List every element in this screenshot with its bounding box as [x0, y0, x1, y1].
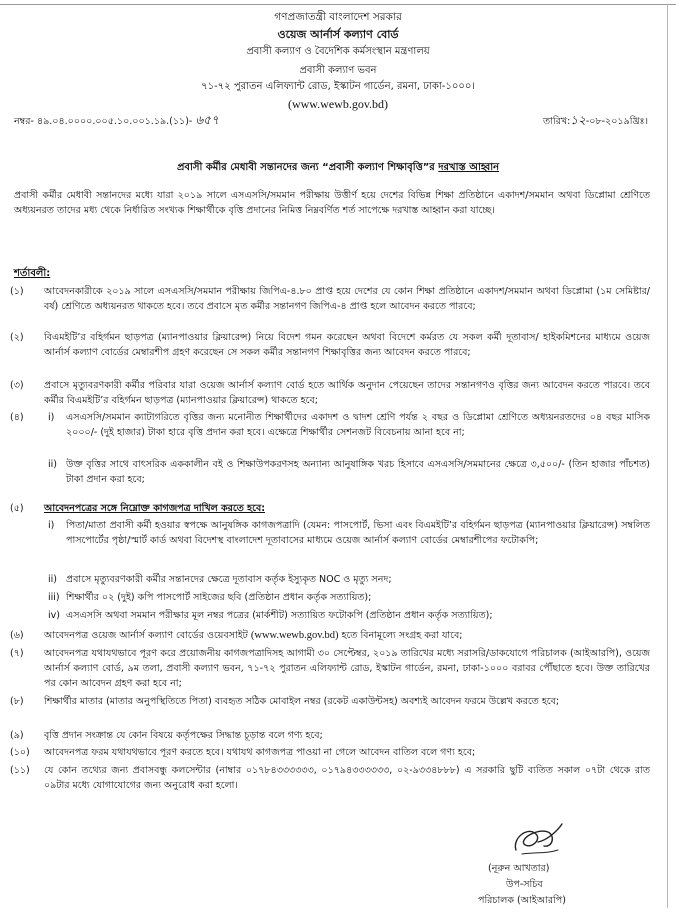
sub-text: এসএসসি অথবা সমমান পরীক্ষার মূল নম্বর পত্রের (মার্কশীট) সত্যায়িত ফটোকপি (প্রতিষ্ঠান প্রধান কর্তৃক সত্যায়িত); [66, 610, 493, 621]
condition-number: (৬) [10, 630, 24, 641]
subject-underlined: দরখাস্ত আহ্বান [438, 162, 500, 173]
sub-number: iv) [48, 610, 60, 621]
condition-text: প্রবাসে মৃত্যুবরণকারী কর্মীর পরিবার যারা ওয়েজ আর্নার্স কল্যাণ বোর্ড হতে আর্থিক অনুদান পেয়েছেন তাদের সন্তানগণও বৃত্তির জন্য আবেদন করতে পারবে। তবে কর্মীর বিএমইটি’র বহির্গমন ছাড়পত্র (ম্যানপাওয়ার ক্লিয়ারেন্স) থাকতে হবে; [44, 380, 650, 406]
sub-text: প্রবাসে মৃত্যুবরণকারী কর্মীর সন্তানদের ক্ষেত্রে দূতাবাস কর্তৃক ইস্যুকৃত NOC ও মৃত্যু সনদ; [66, 574, 392, 585]
condition-number: (৩) [10, 380, 24, 391]
sub-text: শিক্ষার্থীর ০২ (দুই) কপি পাসপোর্ট সাইজের ছবি (প্রতিষ্ঠান প্রধান কর্তৃক সত্যায়িত); [66, 592, 372, 603]
date-rest: -০৮-২০১৯খ্রিঃ। [585, 116, 648, 127]
sub-text: পিতা/মাতা প্রবাসী কর্মী হওয়ার স্বপক্ষে আনুষঙ্গিক কাগজপত্রাদি (যেমন: পাসপোর্ট, ভিসা এবং বিএমইটি’র বহির্গমন ছাড়পত্র (ম্যানপাওয়ার ক্লিয়ারেন্স) সম্বলিত পাসপোর্টের পৃষ্ঠা/স্মার্ট কার্ড অথবা বিদেশস্থ বাংলাদেশ দূতাবাসের মাধ্যমে ওয়েজ আর্নার্স কল্যাণ বোর্ডের মেম্বারশীপের ফটোকপি; [66, 520, 650, 546]
memo-date [543, 112, 648, 132]
subject-prefix: প্রবাসী কর্মীর মেধাবী সন্তানদের জন্য “প্রবাসী কল্যাণ শিক্ষাবৃত্তি”র [176, 162, 435, 173]
signatory-name: (নূরুন আখতার) [488, 863, 550, 874]
condition-text: আবেদনপত্র ফরম যথাযথভাবে পূরণ করতে হবে। যথাযথ কাগজপত্র পাওয়া না গেলে আবেদন বাতিল বলে গণ্য হবে; [44, 747, 476, 758]
memo-handwritten-number: ৬৫৭ [195, 113, 219, 127]
condition-number: (১১) [10, 765, 30, 776]
condition-5-heading-wrap [44, 501, 650, 516]
sub-number: ii) [48, 574, 57, 585]
signatory-designation: উপ-সচিব [506, 879, 543, 890]
memo-number-label: নম্বর- ৪৯.০৪.০০০০.০০৫.১০.০০১.১৯.(১১)- [14, 116, 193, 127]
header-ministry: প্রবাসী কল্যাণ ও বৈদেশিক কর্মসংস্থান মন্ত্রণালয় [246, 46, 430, 57]
sub-number: i) [48, 520, 55, 531]
notice-subject [0, 160, 676, 177]
condition-text: আবেদনপত্রের সঙ্গে নিম্নোক্ত কাগজপত্র দাখিল করতে হবে: [44, 503, 266, 514]
condition-text: শিক্ষার্থীর মাতার (মাতার অনুপস্থিতিতে পিতা) ব্যবহৃত সঠিক মোবাইল নম্বর (রকেট একাউন্টসহ) অবশ্যই আবেদন ফরমে উল্লেখ করতে হবে; [44, 696, 560, 707]
sub-text: এসএসসি/সমমান ক্যাটাগরিতে বৃত্তির জন্য মনোনীত শিক্ষার্থীদের একাদশ ও দ্বাদশ শ্রেণি পর্যন্ত ২ বছর ও ডিপ্লোমা শ্রেণিতে অধ্যয়নরতদের ০৪ বছর মাসিক ২০০০/- (দুই হাজার) টাকা হারে বৃত্তি প্রদান করা হবে। এক্ষেত্রে শিক্ষার্থীর সেশনজট বিবেচনায় আনা হবে না; [66, 412, 650, 438]
website-link[interactable]: (www.wewb.gov.bd) [250, 630, 339, 641]
signatory-office: পরিচালক (আইআরপি) [478, 895, 566, 906]
header-board-name: ওয়েজ আর্নার্স কল্যাণ বোর্ড [277, 28, 399, 41]
condition-text: যে কোন তথ্যের জন্য প্রবাসবন্ধু কলসেন্টার (নাম্বার ০১৭৮৪৩৩৩৩৩৩, ০১৭৯৪৩৩৩৩৩৩, ০২-৯৩৩৪৮৮৮) এ সরকারি ছুটি ব্যতিত সকাল ০৭টা থেকে রাত ০৯টার মধ্যে যোগাযোগের জন্য অনুরোধ করা হলো। [44, 765, 650, 791]
condition-number: (৭) [10, 648, 24, 659]
condition-text: বৃত্তি প্রদান সংক্রান্ত যে কোন বিষয়ে কর্তৃপক্ষের সিদ্ধান্ত চূড়ান্ত বলে গণ্য হবে; [44, 730, 323, 741]
sub-text: উক্ত বৃত্তির সাথে বাৎসরিক এককালীন বই ও শিক্ষাউপকরণসহ অন্যান্য আনুষাঙ্গিক খরচ হিসাবে এসএসসি/সমমানের ক্ষেত্রে ৩,৫০০/- (তিন হাজার পাঁচশত) টাকা প্রদান করা হবে; [66, 459, 650, 485]
condition-number: (২) [10, 332, 24, 343]
sub-number: iii) [48, 592, 60, 603]
condition-number: (১০) [10, 747, 30, 758]
condition-number: (৮) [10, 696, 24, 707]
condition-text: বিএমইটি’র বহির্গমন ছাড়পত্র (ম্যানপাওয়ার ক্লিয়ারেন্স) নিয়ে বিদেশ গমন করেছেন অথবা বিদেশে কর্মরত যে সকল কর্মী দূতাবাস/ হাইকমিশনের মাধ্যমে ওয়েজ আর্নার্স কল্যাণ বোর্ডের মেম্বারশীপ গ্রহণ করেছেন সে সকল কর্মীর সন্তানগণ শিক্ষাবৃত্তির জন্য আবেদন করতে পারবে; [44, 332, 650, 358]
date-handwritten-day: ১২ [570, 113, 586, 127]
condition-text: আবেদনপত্র যথাযথভাবে পূরণ করে প্রয়োজনীয় কাগজপত্রাদিসহ আগামী ৩০ সেপ্টেম্বর, ২০১৯ তারিখের মধ্যে সরাসরি/ডাকযোগে পরিচালক (আইআরপি), ওয়েজ আর্নার্স কল্যাণ বোর্ড, ৯ম তলা, প্রবাসী কল্যাণ ভবন, ৭১-৭২ পুরাতন এলিফ্যান্ট রোড, ইস্কাটন গার্ডেন, রমনা, ঢাকা-১০০০ বরাবর পৌঁছাতে হবে। উক্ত তারিখের পর কোন আবেদন গ্রহণ করা হবে না; [44, 648, 650, 689]
condition-text: আবেদনপত্র ওয়েজ আর্নার্স কল্যাণ বোর্ডের ওয়েবসাইট [44, 630, 248, 641]
condition-6-text-wrap [44, 628, 650, 643]
condition-text-after: হতে বিনামূল্যে সংগ্রহ করা যাবে; [341, 630, 463, 641]
header-address: ৭১-৭২ পুরাতন এলিফ্যান্ট রোড, ইস্কাটন গার্ডেন, রমনা, ঢাকা-১০০০। [201, 81, 475, 92]
header-website: (www.wewb.gov.bd) [287, 97, 389, 111]
date-label: তারিখ: [543, 116, 571, 127]
sub-number: ii) [48, 459, 57, 470]
memo-number [14, 112, 219, 132]
condition-number: (১) [10, 286, 24, 297]
condition-number: (৯) [10, 730, 24, 741]
condition-text: আবেদনকারীকে ২০১৯ সালে এসএসসি/সমমান পরীক্ষায় জিপিএ-৪.৮০ প্রাপ্ত হয়ে দেশের যে কোন শিক্ষা প্রতিষ্ঠানে একাদশ/সমমান অথবা ডিপ্লোমা (১ম সেমিষ্টার/বর্ষ) শ্রেণিতে অধ্যয়নরত থাকতে হবে। তবে প্রবাসে মৃত কর্মীর সন্তানগণ জিপিএ-৪ প্রাপ্ত হলে আবেদন করতে পারবে; [44, 286, 650, 312]
conditions-title: শর্তাবলী: [14, 268, 51, 279]
intro-paragraph: প্রবাসী কর্মীর মেধাবী সন্তানদের মধ্যে যারা ২০১৯ সালে এসএসসি/সমমান পরীক্ষায় উত্তীর্ণ হয়ে দেশের বিভিন্ন শিক্ষা প্রতিষ্ঠানে একাদশ/সমমান অথবা ডিপ্লোমা শ্রেণিতে অধ্যয়নরত তাদের মধ্য থেকে নির্ধারিত সংখ্যক শিক্ষার্থীকে বৃত্তি প্রদানের নিমিত্ত নিম্নবর্ণিত শর্ত সাপেক্ষে দরখাস্ত আহ্বান করা যাচ্ছে। [14, 190, 650, 216]
header-building: প্রবাসী কল্যাণ ভবন [299, 65, 377, 76]
sub-number: i) [48, 412, 55, 423]
header-government: গণপ্রজাতন্ত্রী বাংলাদেশ সরকার [274, 11, 402, 23]
handwritten-signature [508, 820, 568, 860]
condition-number: (৪) [10, 412, 24, 423]
condition-number: (৫) [10, 503, 24, 514]
